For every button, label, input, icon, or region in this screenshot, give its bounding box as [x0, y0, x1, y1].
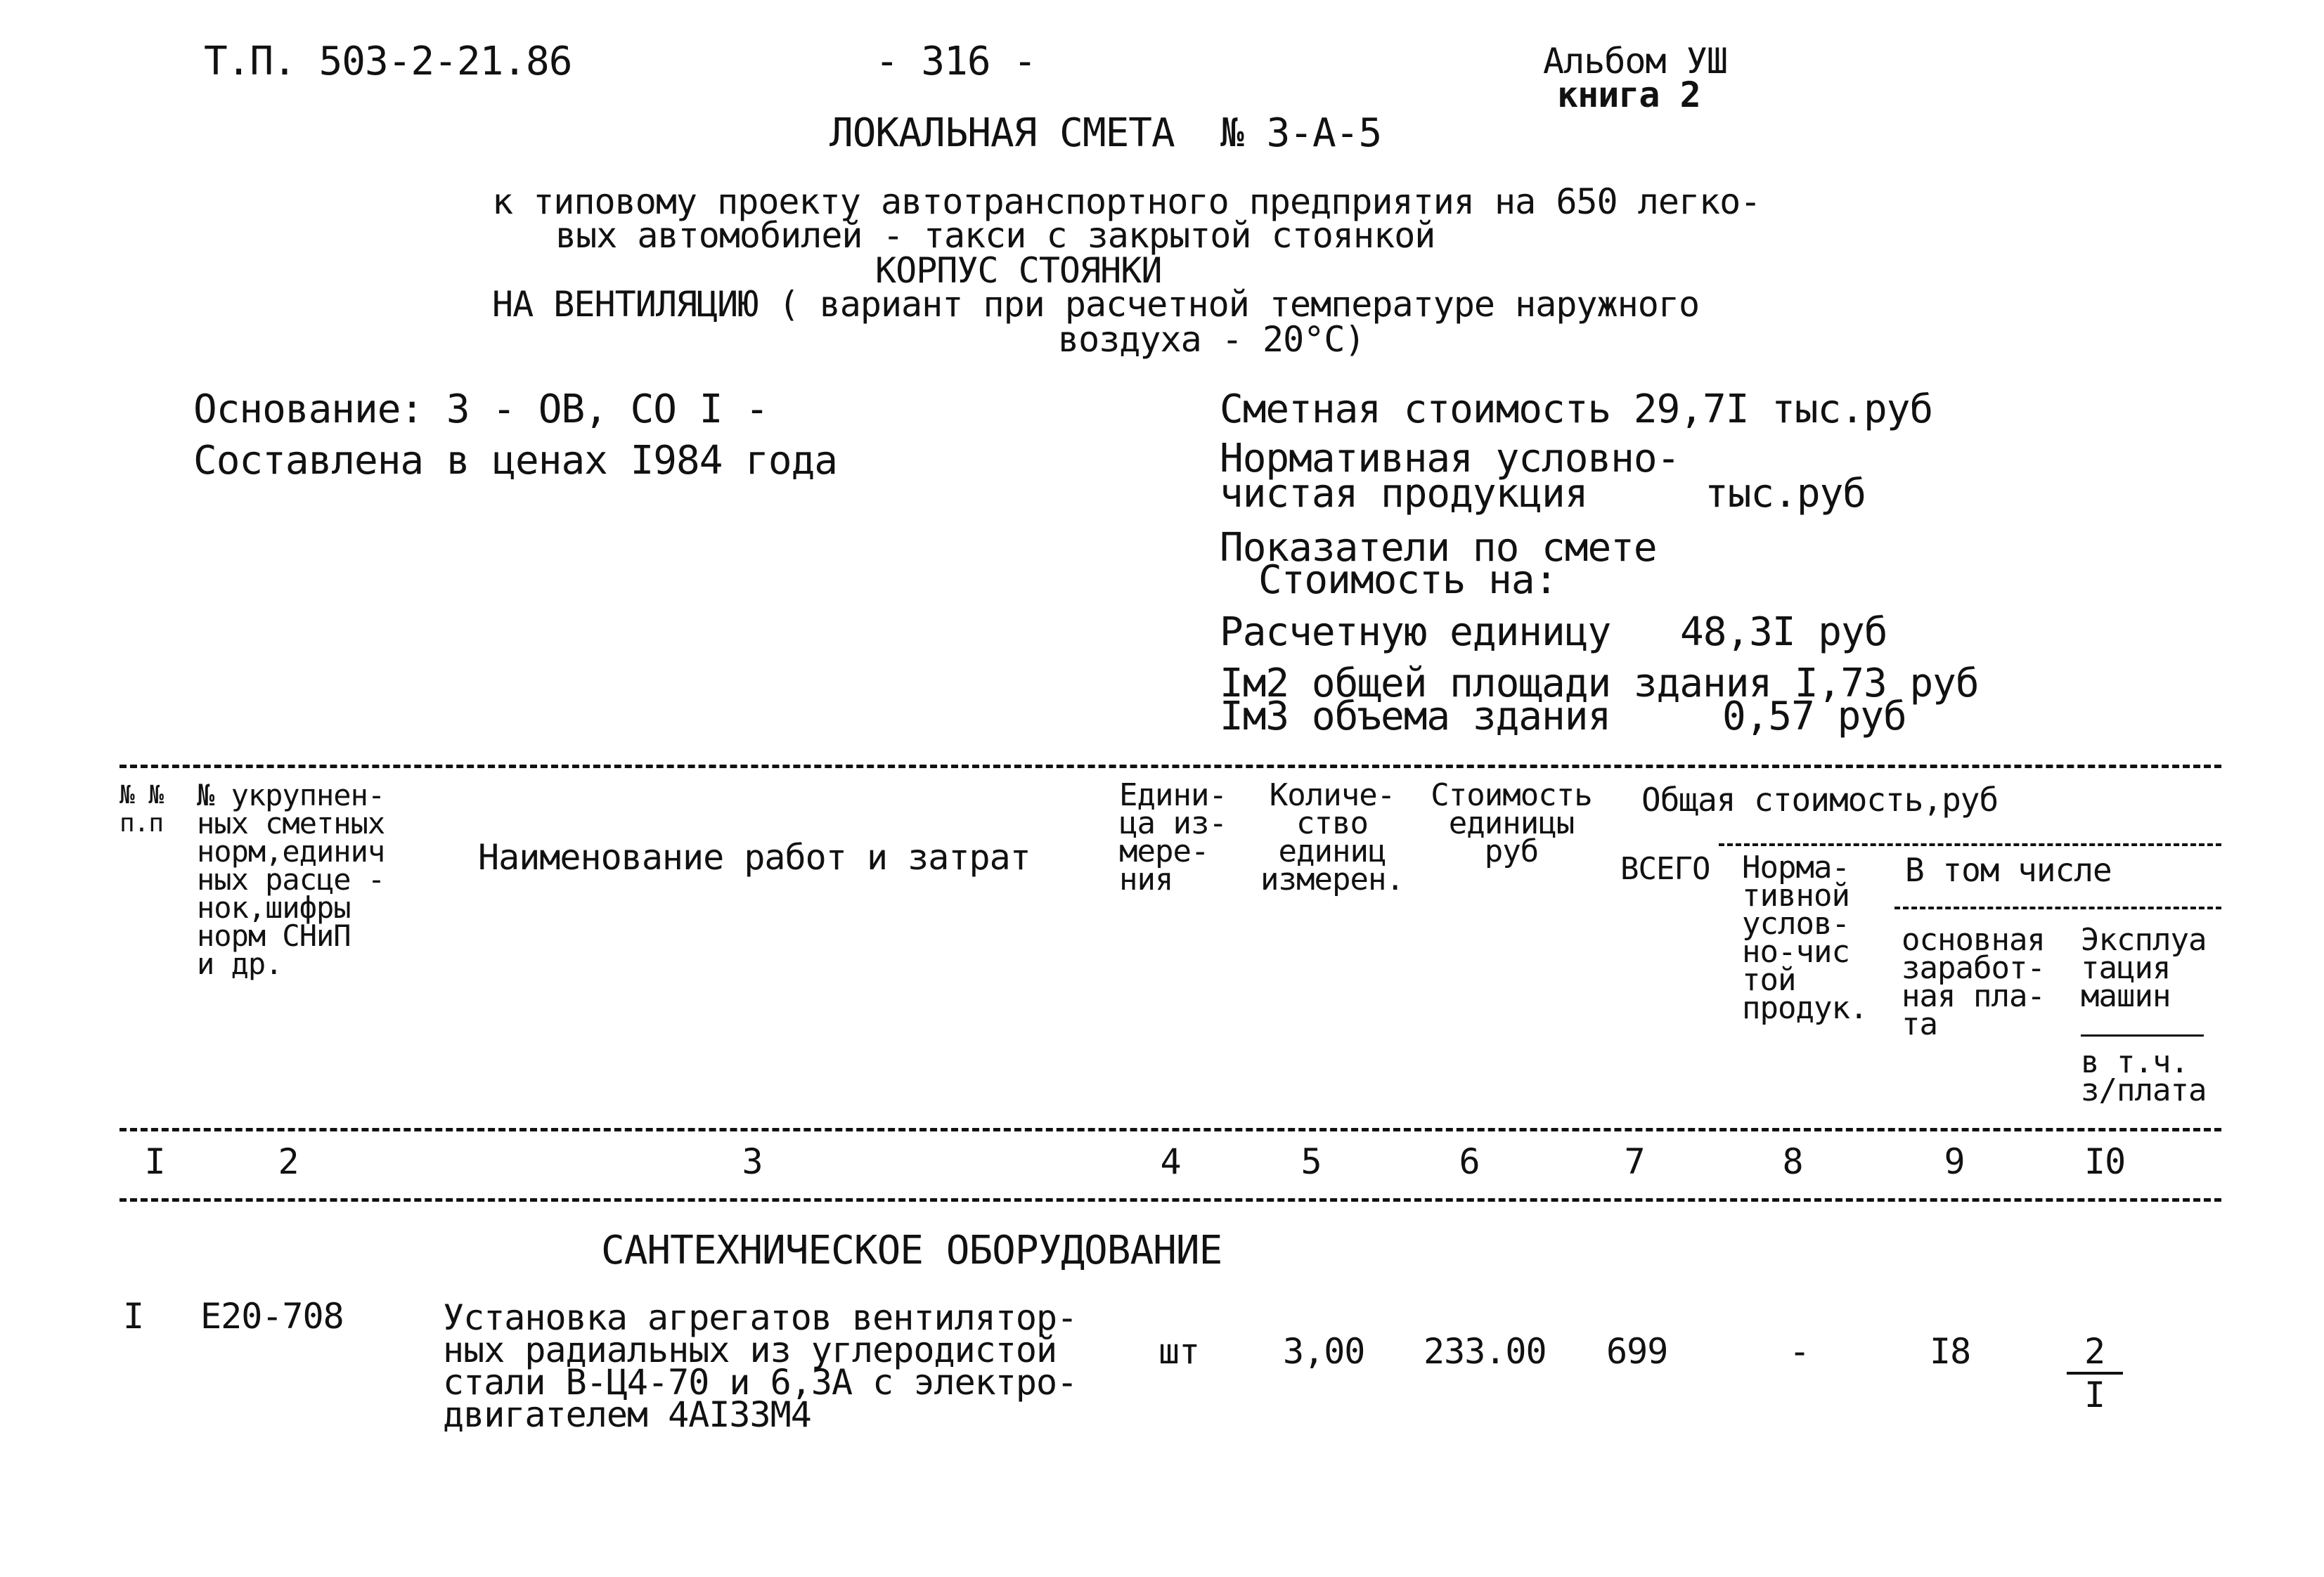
area-cost: Iм2 общей площади здания I,73 руб	[1220, 661, 1979, 706]
col-header-wages: основная заработ- ная пла- та	[1902, 922, 2045, 1042]
row-unit: шт	[1158, 1331, 1200, 1372]
row-description: Установка агрегатов вентилятор- ных радиальных из углеродистой стали В-Ц4-70 и 6,3А с электро- двигателем 4АI33М4	[443, 1297, 1078, 1435]
column-number-5: 5	[1300, 1141, 1322, 1182]
basis-text: Основание: 3 - ОВ, СО I -	[193, 387, 768, 432]
col-header-code: № укрупнен- ных сметных норм,единич ных расце - нок,шифры норм СНиП и др.	[197, 778, 385, 981]
col-header-machines: Эксплуа тация машин	[2081, 922, 2207, 1014]
column-number-4: 4	[1160, 1141, 1181, 1182]
unit-cost-label: Расчетную единицу	[1220, 609, 1611, 655]
incl-group-rule	[1894, 907, 2221, 909]
column-number-3: 3	[742, 1141, 763, 1182]
col-header-total-group: Общая стоимость,руб	[1641, 781, 1999, 819]
column-numbers-rule	[120, 1198, 2221, 1202]
column-number-2: 2	[278, 1141, 299, 1182]
row-normative: -	[1789, 1331, 1810, 1372]
row-unit-cost: 233.00	[1424, 1331, 1547, 1372]
col-header-machines-wages: в т.ч. з/плата	[2081, 1044, 2207, 1108]
header-bottom-rule	[120, 1128, 2221, 1131]
row-machines-fraction	[2067, 1331, 2123, 1415]
row-quantity: 3,00	[1283, 1331, 1365, 1372]
prices-text: Составлена в ценах I984 года	[193, 438, 838, 484]
section-title: САНТЕХНИЧЕСКОЕ ОБОРУДОВАНИЕ	[601, 1228, 1222, 1273]
col-header-unit-cost: Стоимость единицы руб	[1431, 777, 1592, 869]
table-top-rule	[120, 765, 2221, 768]
album-label: Альбом УШ	[1543, 41, 1727, 82]
unit-cost-value: 48,3I руб	[1680, 609, 1887, 655]
estimate-title: ЛОКАЛЬНАЯ СМЕТА № 3-А-5	[829, 110, 1382, 156]
column-number-6: 6	[1459, 1141, 1480, 1182]
row-machines-wages: I	[2084, 1375, 2106, 1415]
document-code: Т.П. 503-2-21.86	[204, 39, 572, 84]
row-machines: 2	[2084, 1331, 2106, 1372]
title-line-2: вых автомобилей - такси с закрытой стоянкой	[555, 215, 1435, 256]
row-code: Е20-708	[200, 1296, 344, 1337]
estimate-cost: Сметная стоимость 29,7I тыс.руб	[1220, 387, 1933, 432]
title-line-5: воздуха - 20°С)	[1058, 319, 1365, 360]
title-line-3: КОРПУС СТОЯНКИ	[875, 250, 1162, 291]
row-wages: I8	[1930, 1331, 1971, 1372]
title-line-4: НА ВЕНТИЛЯЦИЮ ( вариант при расчетной температуре наружного	[492, 284, 1700, 325]
book-label: книга 2	[1557, 74, 1700, 115]
column-number-1: I	[144, 1141, 165, 1182]
column-number-7: 7	[1624, 1141, 1645, 1182]
normative-label-1: Нормативная условно-	[1220, 436, 1680, 481]
cost-per-label: Стоимость на:	[1258, 557, 1558, 603]
col-header-unit: Едини- ца из- мере- ния	[1119, 777, 1227, 897]
col-header-incl-group: В том числе	[1905, 851, 2112, 889]
col-header-quantity: Количе- ство единиц измерен.	[1260, 777, 1404, 897]
row-number: I	[123, 1296, 144, 1337]
page-number: - 316 -	[875, 39, 1037, 84]
title-line-1: к типовому проекту автотранспортного предприятия на 650 легко-	[492, 181, 1761, 222]
col-header-total: ВСЕГО	[1620, 851, 1710, 887]
col-header-number: № № п.п	[120, 781, 164, 838]
column-number-8: 8	[1782, 1141, 1803, 1182]
col-header-normative: Норма- тивной услов- но-чис той продук.	[1742, 850, 1868, 1026]
volume-cost-value: 0,57 руб	[1722, 694, 1906, 739]
column-number-10: I0	[2084, 1141, 2126, 1182]
total-group-rule	[1719, 843, 2221, 846]
column-number-9: 9	[1944, 1141, 1965, 1182]
normative-unit: тыс.руб	[1705, 471, 1866, 517]
indicators-label: Показатели по смете	[1220, 525, 1657, 571]
volume-cost-label: Iм3 объема здания	[1220, 694, 1611, 739]
normative-label-2: чистая продукция	[1220, 471, 1588, 517]
machines-underline	[2081, 1034, 2204, 1037]
row-total: 699	[1606, 1331, 1668, 1372]
col-header-description: Наименование работ и затрат	[478, 837, 1031, 878]
